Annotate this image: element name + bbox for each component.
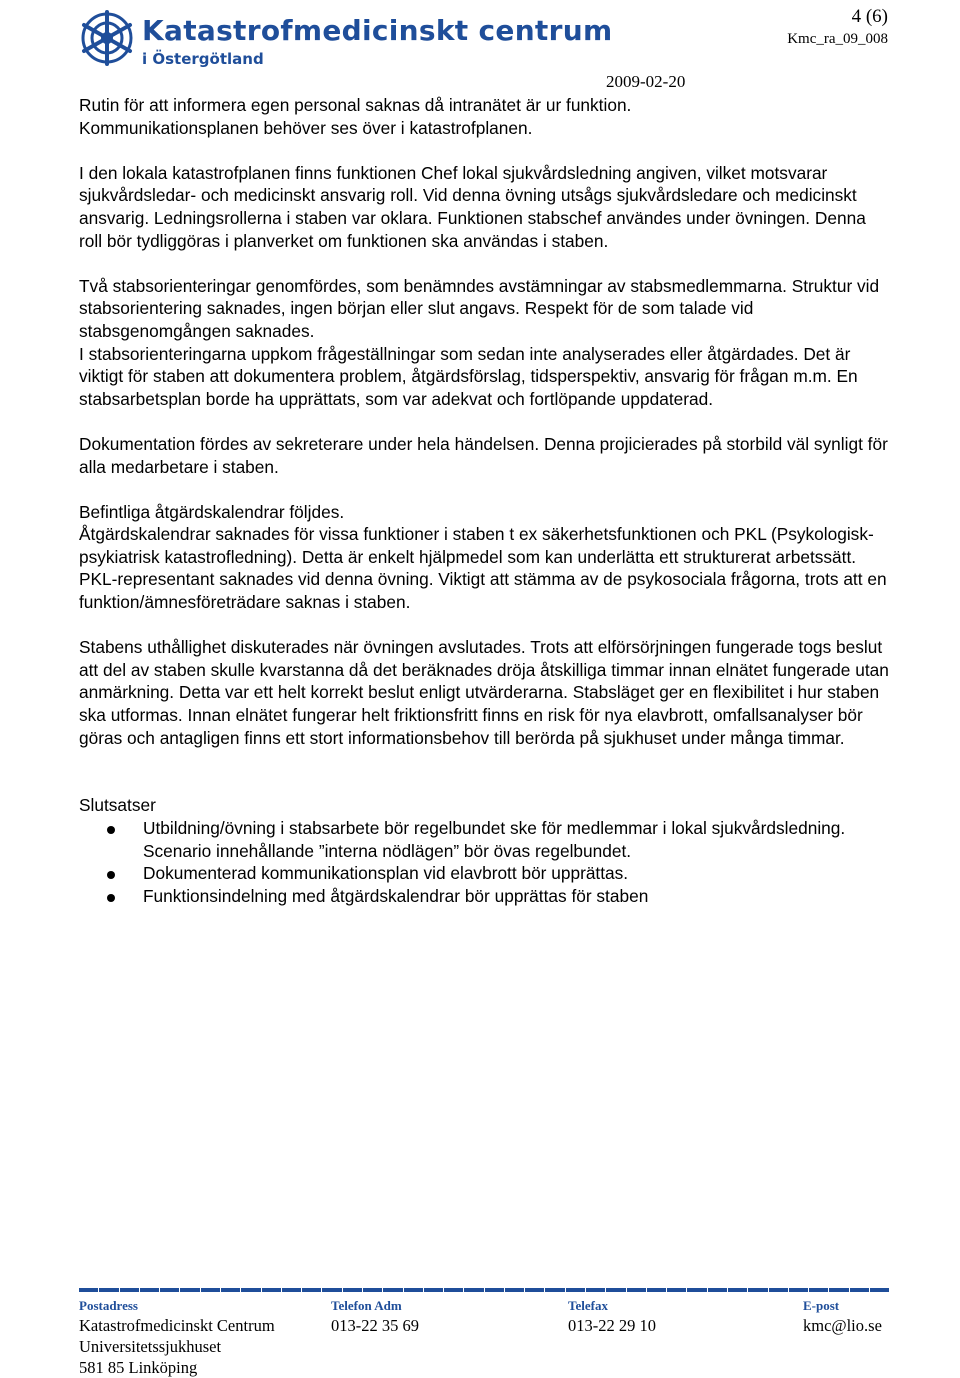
bullet-icon — [107, 871, 115, 879]
kmc-logo — [78, 6, 618, 72]
list-item-text: Utbildning/övning i stabsarbete bör regelbundet ske för medlemmar i lokal sjukvårdsledning. Scenario innehållande ”interna nödlägen” bör övas regelbundet. — [143, 818, 846, 861]
document-body — [79, 94, 889, 907]
postadress-line: Katastrofmedicinskt Centrum — [79, 1316, 275, 1335]
postadress-line: Universitetssjukhuset — [79, 1337, 222, 1356]
paragraph-local-plan: I den lokala katastrofplanen finns funktionen Chef lokal sjukvårdsledning angiven, vilket motsvarar sjukvårdsledar- och medicinskt ansvarig roll. Vid denna övning utsågs sjukvårdsledare och medicinskt ansvarig. Ledningsrollerna i staben var oklara. Funktionen stabschef användes under övningen. Denna roll bör tydliggöras i planverket om funktionen ska användas i staben. — [79, 162, 866, 251]
list-item — [79, 862, 889, 885]
footer-fax — [568, 1297, 656, 1336]
document-date: 2009-02-20 — [606, 72, 686, 91]
text-line: Kommunikationsplanen behöver ses över i katastrofplanen. — [79, 117, 533, 138]
footer-email — [803, 1297, 882, 1336]
page-number: 4 (6) — [851, 6, 888, 27]
fax-label: Telefax — [568, 1298, 608, 1313]
footer-postal-address — [79, 1297, 275, 1378]
list-item-text: Dokumenterad kommunikationsplan vid elavbrott bör upprättas. — [143, 863, 629, 884]
paragraph-intranet — [79, 94, 889, 139]
fax-value: 013-22 29 10 — [568, 1316, 656, 1335]
snowflake-emblem-icon — [78, 8, 136, 70]
text-block: PKL-representant saknades vid denna övning. Viktigt att stämma av de psykosociala frågorna, trots att en funktion/ämnesföreträdare saknas i staben. — [79, 569, 887, 613]
text-block: Befintliga åtgärdskalendrar följdes. — [79, 501, 345, 522]
text-line: Rutin för att informera egen personal saknas då intranätet är ur funktion. — [79, 95, 632, 115]
logo-title: Katastrofmedicinskt centrum — [142, 14, 613, 47]
footer-divider — [79, 1288, 889, 1292]
paragraph-orientations — [79, 275, 889, 411]
list-item-text: Funktionsindelning med åtgärdskalendrar bör upprättas för staben — [143, 885, 649, 906]
paragraph-action-calendars — [79, 501, 889, 614]
postadress-line: 581 85 Linköping — [79, 1358, 198, 1377]
text-block: I stabsorienteringarna uppkom frågeställningar som sedan inte analyserades eller åtgärdades. Det är viktigt för staben att dokumentera problem, åtgärdsförslag, tidsperspektiv, ansvarig för frågan m.m. En stabsarbetsplan borde ha upprättats, som var adekvat och fortlöpande uppdaterad. — [79, 343, 858, 409]
postadress-label: Postadress — [79, 1298, 138, 1313]
list-item — [79, 817, 889, 862]
conclusions-heading: Slutsatser — [79, 795, 156, 816]
conclusions-list — [79, 817, 889, 907]
email-label: E-post — [803, 1298, 840, 1313]
bullet-icon — [107, 894, 115, 902]
list-item — [79, 885, 889, 908]
footer-phone — [331, 1297, 419, 1336]
phone-label: Telefon Adm — [331, 1298, 402, 1313]
bullet-icon — [107, 826, 115, 834]
paragraph-documentation: Dokumentation fördes av sekreterare under hela händelsen. Denna projicierades på storbild väl synligt för alla medarbetare i staben. — [79, 433, 888, 477]
email-link[interactable]: kmc@lio.se — [803, 1316, 882, 1335]
text-block: Två stabsorienteringar genomfördes, som benämndes avstämningar av stabsmedlemmarna. Struktur vid stabsorientering saknades, ingen början eller slut angavs. Respekt för de som talade vid stabsgenomgången saknades. — [79, 275, 880, 341]
phone-value: 013-22 35 69 — [331, 1316, 419, 1335]
logo-subtitle: i Östergötland — [142, 50, 264, 68]
text-block: Åtgärdskalendrar saknades för vissa funktioner i staben t ex säkerhetsfunktionen och PKL (Psykologisk-psykiatrisk katastrofledning). Detta är enkelt hjälpmedel som kan underlätta ett strukturerat arbetssätt. — [79, 524, 874, 567]
paragraph-endurance: Stabens uthållighet diskuterades när övningen avslutades. Trots att elförsörjningen fungerade togs beslut att del av staben skulle kvarstanna då det beräknades dröja åtskilliga timmar innan elnätet fungerade utan anmärkning. Detta var ett helt korrekt beslut enligt utvärderarna. Stabsläget ger en flexibilitet i hur staben ska utformas. Innan elnätet fungerar helt friktionsfritt finns en risk för nya elavbrott, omfallsanalyser bör göras och antagligen finns ett stort informationsbehov till berörda på sjukhuset under många timmar. — [79, 637, 889, 748]
document-id: Kmc_ra_09_008 — [787, 31, 888, 47]
